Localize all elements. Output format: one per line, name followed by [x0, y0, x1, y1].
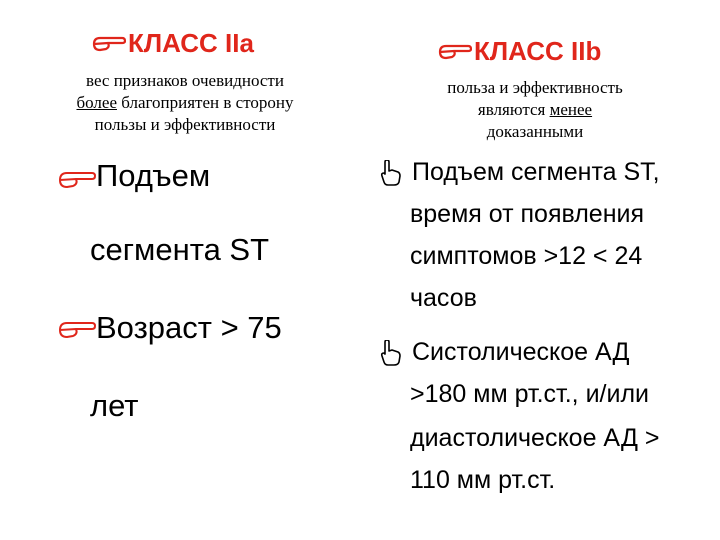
pointing-hand-icon	[92, 35, 126, 53]
emphasis-less: менее	[549, 100, 593, 119]
right-item-2-line1: Систолическое АД	[412, 338, 630, 366]
class-iia-heading	[92, 28, 254, 59]
class-iia-description	[40, 70, 330, 136]
class-iia-title: КЛАСС IIa	[128, 28, 254, 58]
right-item-2-line4: 110 мм рт.ст.	[410, 466, 556, 494]
right-item-1-line2: время от появления	[410, 200, 644, 228]
desc-line: вес признаков очевидности	[86, 71, 284, 90]
desc-line: польза и эффективность	[447, 78, 623, 97]
class-iib-title: КЛАСС IIb	[474, 36, 602, 66]
emphasis-more: более	[76, 93, 117, 112]
left-item-1-line1: Подъем	[96, 158, 211, 193]
class-iib-heading	[438, 36, 601, 67]
pointer-finger-icon	[380, 340, 402, 366]
pointing-hand-icon	[58, 170, 96, 190]
desc-line: доказанными	[486, 122, 584, 141]
right-item-2-line2: >180 мм рт.ст., и/или	[410, 380, 650, 408]
right-item-1-line1: Подъем сегмента ST,	[412, 158, 660, 186]
right-item-1-line4: часов	[410, 284, 477, 312]
desc-line	[40, 92, 330, 114]
left-item-2-line2: лет	[90, 388, 139, 423]
desc-line-rest: благоприятен в сторону	[116, 93, 294, 112]
class-iib-description	[400, 77, 670, 143]
desc-line	[400, 99, 670, 121]
right-item-2-line3: диастолическое АД >	[410, 424, 660, 452]
left-item-1-line2: сегмента ST	[90, 232, 270, 267]
right-item-1-line3: симптомов >12 < 24	[410, 242, 643, 270]
pointer-finger-icon	[380, 160, 402, 186]
pointing-hand-icon	[58, 320, 96, 340]
desc-line: пользы и эффективности	[94, 115, 276, 134]
desc-line-pre: являются	[477, 100, 550, 119]
pointing-hand-icon	[438, 43, 472, 61]
left-item-2-line1: Возраст > 75	[96, 310, 282, 345]
